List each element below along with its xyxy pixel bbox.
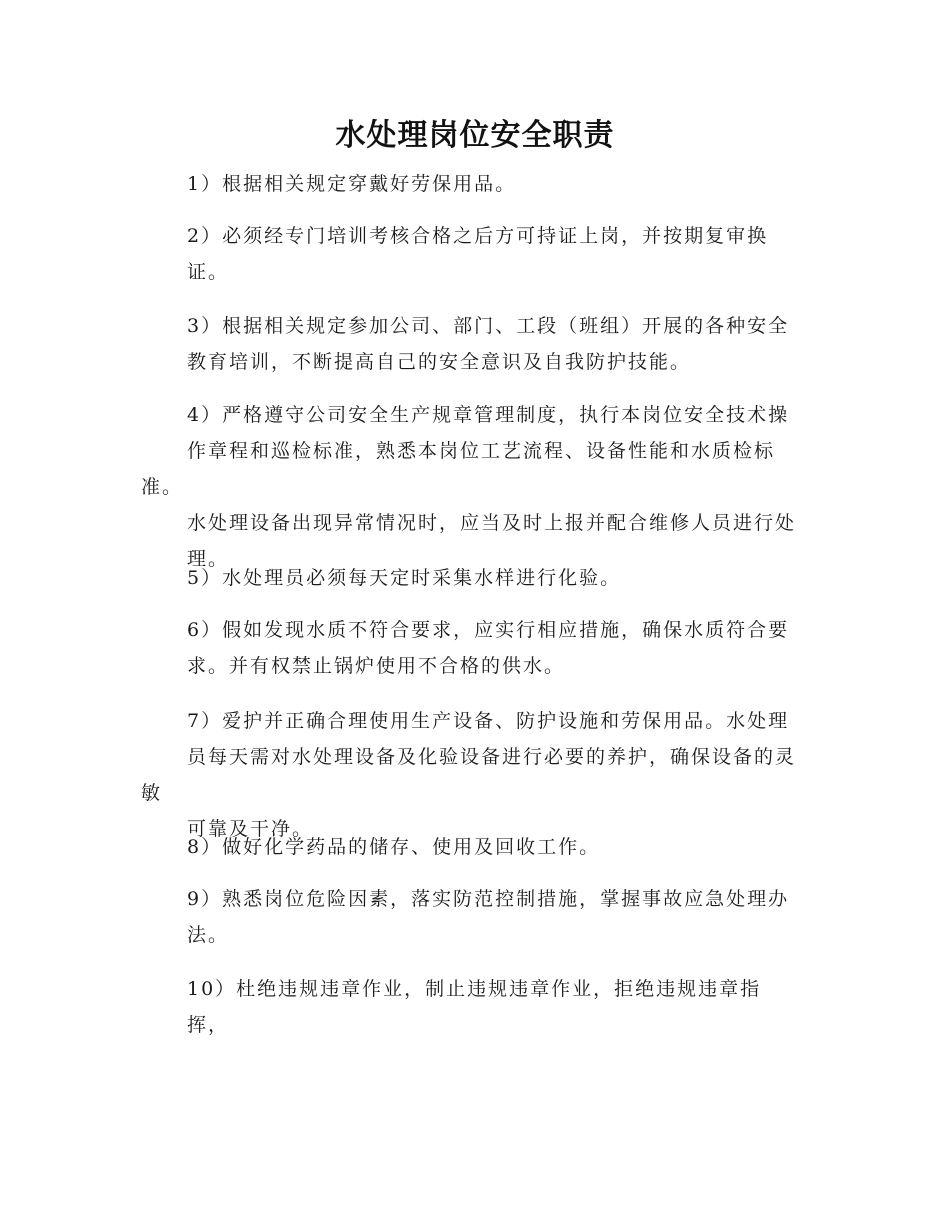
paragraph-line: 理。: [187, 548, 230, 570]
paragraph-line: 教育培训，不断提高自己的安全意识及自我防护技能。: [187, 351, 692, 373]
paragraph-line: 9）熟悉岗位危险因素，落实防范控制措施，掌握事故应急处理办: [187, 888, 790, 910]
paragraph-line: 7）爱护并正确合理使用生产设备、防护设施和劳保用品。水处理: [187, 710, 790, 732]
paragraph-8: [141, 829, 809, 865]
paragraph-1: [141, 166, 809, 202]
paragraph-line: 证。: [187, 261, 230, 283]
paragraph-6: [141, 612, 809, 684]
paragraph-4: [141, 397, 809, 577]
paragraph-line: 3）根据相关规定参加公司、部门、工段（班组）开展的各种安全: [187, 315, 790, 337]
paragraph-line: 5）水处理员必须每天定时采集水样进行化验。: [187, 567, 622, 589]
paragraph-2: [141, 218, 809, 290]
paragraph-line: 作章程和巡检标准，熟悉本岗位工艺流程、设备性能和水质检标准。: [141, 440, 776, 498]
paragraph-line: 10）杜绝违规违章作业，制止违规违章作业，拒绝违规违章指: [187, 978, 762, 1000]
page-title: 水处理岗位安全职责: [335, 118, 615, 153]
paragraph-line: 1）根据相关规定穿戴好劳保用品。: [187, 173, 517, 195]
paragraph-line: 可靠及干净。: [187, 818, 314, 840]
paragraph-line: 6）假如发现水质不符合要求，应实行相应措施，确保水质符合要: [187, 619, 790, 641]
paragraph-5: [141, 560, 809, 596]
paragraph-line: 2）必须经专门培训考核合格之后方可持证上岗，并按期复审换: [187, 225, 769, 247]
paragraph-7: [141, 703, 809, 847]
paragraph-line: 水处理设备出现异常情况时，应当及时上报并配合维修人员进行处: [187, 512, 797, 534]
paragraph-9: [141, 881, 809, 953]
paragraph-line: 4）严格遵守公司安全生产规章管理制度，执行本岗位安全技术操: [187, 404, 790, 426]
paragraph-line: 求。并有权禁止锅炉使用不合格的供水。: [187, 655, 566, 677]
paragraph-line: 8）做好化学药品的储存、使用及回收工作。: [187, 836, 601, 858]
paragraph-line: 员每天需对水处理设备及化验设备进行必要的养护，确保设备的灵敏: [141, 746, 797, 804]
paragraph-3: [141, 308, 809, 380]
paragraph-10: [141, 971, 809, 1043]
paragraph-line: 法。: [187, 924, 230, 946]
paragraph-line: 挥，: [187, 1014, 230, 1036]
